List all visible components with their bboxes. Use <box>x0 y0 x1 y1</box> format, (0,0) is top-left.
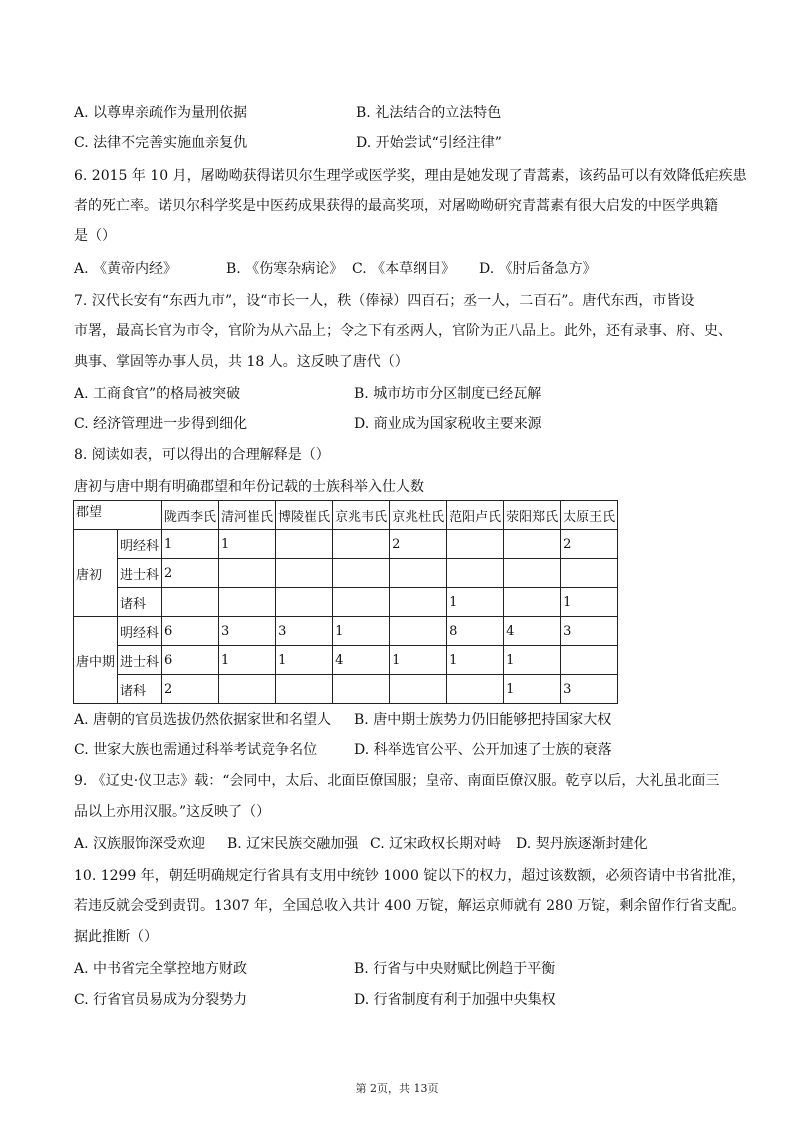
table-cell: 3 <box>276 617 333 646</box>
table-cell: 1 <box>504 675 561 704</box>
table-cell <box>561 559 618 588</box>
table-cell: 2 <box>162 675 219 704</box>
keju-table <box>73 500 618 704</box>
table-cell <box>390 617 447 646</box>
q9-option-b: B. 辽宋民族交融加强 <box>227 836 359 852</box>
table-cell <box>504 530 561 559</box>
q8-stem: 8. 阅读如表，可以得出的合理解释是（） <box>74 447 330 463</box>
q7-option-c: C. 经济管理进一步得到细化 <box>74 416 248 432</box>
table-cell <box>333 530 390 559</box>
table-cell <box>162 588 219 617</box>
table-row <box>74 675 618 704</box>
q6-option-c: C. 《本草纲目》 <box>352 261 456 277</box>
table-cell <box>447 530 504 559</box>
table-cell <box>219 675 276 704</box>
table-cell: 1 <box>504 646 561 675</box>
table-cell: 3 <box>561 675 618 704</box>
q9-stem-line-2: 品以上亦用汉服。”这反映了（） <box>74 804 271 820</box>
table-cell <box>390 675 447 704</box>
table-cell <box>276 559 333 588</box>
table-cell <box>333 559 390 588</box>
table-cell <box>390 559 447 588</box>
table-col-header: 京兆韦氏 <box>333 501 390 530</box>
table-col-header: 陇西李氏 <box>162 501 219 530</box>
table-row <box>74 530 618 559</box>
table-row <box>74 617 618 646</box>
table-row <box>74 559 618 588</box>
table-cell <box>447 559 504 588</box>
table-cell: 2 <box>561 530 618 559</box>
table-cell: 1 <box>447 646 504 675</box>
q10-stem-line-1: 10. 1299 年，朝廷明确规定行省具有支用中统钞 1000 锭以下的权力，超过该数额，必须咨请中书省批准， <box>74 868 746 884</box>
q9-stem-line-1: 9. 《辽史·仪卫志》载：“会同中，太后、北面臣僚国服；皇帝、南面臣僚汉服。乾亨以后，大礼虽北面三 <box>74 773 720 789</box>
table-cell <box>333 675 390 704</box>
table-cell <box>276 530 333 559</box>
table-corner: 郡望 <box>74 501 162 530</box>
table-cell <box>333 588 390 617</box>
q5-option-a: A. 以尊卑亲疏作为量刑依据 <box>74 105 248 121</box>
table-col-header: 博陵崔氏 <box>276 501 333 530</box>
q6-option-a: A. 《黄帝内经》 <box>74 261 178 277</box>
q7-option-b: B. 城市坊市分区制度已经瓦解 <box>354 386 542 402</box>
table-cell: 1 <box>276 646 333 675</box>
q6-stem-line-2: 者的死亡率。诺贝尔科学奖是中医药成果获得的最高奖项，对屠呦呦研究青蒿素有很大启发的中医学典籍 <box>74 198 718 214</box>
table-cell: 1 <box>447 588 504 617</box>
q8-option-a: A. 唐朝的官员选拔仍然依据家世和名望人 <box>74 712 332 728</box>
q10-option-b: B. 行省与中央财赋比例趋于平衡 <box>354 961 556 977</box>
table-cell <box>276 588 333 617</box>
q7-stem-line-2: 市署，最高长官为市令，官阶为从六品上；令之下有丞两人，官阶为正八品上。此外，还有录事、府、史、 <box>74 323 732 339</box>
q10-option-a: A. 中书省完全掌控地方财政 <box>74 961 248 977</box>
q6-stem-line-1: 6. 2015 年 10 月，屠呦呦获得诺贝尔生理学或医学奖，理由是她发现了青蒿素，该药品可以有效降低疟疾患 <box>74 168 747 184</box>
table-cell: 6 <box>162 646 219 675</box>
q10-option-c: C. 行省官员易成为分裂势力 <box>74 992 248 1008</box>
table-cell <box>276 675 333 704</box>
table-cell: 1 <box>333 617 390 646</box>
table-row <box>74 588 618 617</box>
q5-option-b: B. 礼法结合的立法特色 <box>356 105 502 121</box>
table-cell: 2 <box>390 530 447 559</box>
q5-option-c: C. 法律不完善实施血亲复仇 <box>74 135 248 151</box>
table-cell: 1 <box>219 530 276 559</box>
table-cell <box>219 588 276 617</box>
q5-option-d: D. 开始尝试“引经注律” <box>356 135 502 151</box>
table-cell <box>504 559 561 588</box>
q9-option-c: C. 辽宋政权长期对峙 <box>370 836 502 852</box>
table-cell: 3 <box>561 617 618 646</box>
table-cell: 2 <box>162 559 219 588</box>
q6-option-b: B. 《伤寒杂病论》 <box>226 261 344 277</box>
table-col-header: 清河崔氏 <box>219 501 276 530</box>
q8-option-d: D. 科举选官公平、公开加速了士族的衰落 <box>354 742 612 758</box>
table-cell: 1 <box>561 588 618 617</box>
table-cell: 3 <box>219 617 276 646</box>
table-col-header: 荥阳郑氏 <box>504 501 561 530</box>
table-period: 唐初 <box>74 530 118 617</box>
table-cell: 4 <box>333 646 390 675</box>
table-col-header: 范阳卢氏 <box>447 501 504 530</box>
q7-option-d: D. 商业成为国家税收主要来源 <box>354 416 542 432</box>
q8-option-c: C. 世家大族也需通过科举考试竞争名位 <box>74 742 318 758</box>
table-row-label: 进士科 <box>118 559 162 588</box>
table-row-label: 诸科 <box>118 675 162 704</box>
table-cell: 6 <box>162 617 219 646</box>
q8-table-caption: 唐初与唐中期有明确郡望和年份记载的士族科举入仕人数 <box>74 479 424 495</box>
table-row-label: 明经科 <box>118 617 162 646</box>
q7-stem-line-3: 典事、掌固等办事人员，共 18 人。这反映了唐代（） <box>74 354 409 370</box>
table-cell <box>390 588 447 617</box>
table-header-row <box>74 501 618 530</box>
table-row <box>74 646 618 675</box>
table-row-label: 诸科 <box>118 588 162 617</box>
q9-option-d: D. 契丹族逐渐封建化 <box>516 836 648 852</box>
q10-stem-line-2: 若违反就会受到责罚。1307 年，全国总收入共计 400 万锭，解运京师就有 280 万锭，剩余留作行省支配。 <box>74 898 746 914</box>
q7-stem-line-1: 7. 汉代长安有“东西九市”，设“市长一人，秩（俸禄）四百石；丞一人，二百石”。唐代东西，市皆设 <box>74 293 695 309</box>
q7-option-a: A. 工商食官”的格局被突破 <box>74 386 241 402</box>
table-row-label: 明经科 <box>118 530 162 559</box>
table-row-label: 进士科 <box>118 646 162 675</box>
q9-option-a: A. 汉族服饰深受欢迎 <box>74 836 206 852</box>
table-col-header: 太原王氏 <box>561 501 618 530</box>
table-cell <box>219 559 276 588</box>
q10-option-d: D. 行省制度有利于加强中央集权 <box>354 992 556 1008</box>
q6-option-d: D. 《肘后备急方》 <box>479 261 597 277</box>
table-cell <box>504 588 561 617</box>
table-col-header: 京兆杜氏 <box>390 501 447 530</box>
table-cell <box>447 675 504 704</box>
table-cell <box>561 646 618 675</box>
table-cell: 1 <box>390 646 447 675</box>
table-cell: 8 <box>447 617 504 646</box>
table-period: 唐中期 <box>74 617 118 704</box>
q8-option-b: B. 唐中期士族势力仍旧能够把持国家大权 <box>354 712 612 728</box>
table-cell: 1 <box>162 530 219 559</box>
q6-stem-line-3: 是（） <box>74 228 116 244</box>
page-footer: 第 2页，共 13页 <box>355 1082 439 1095</box>
table-cell: 1 <box>219 646 276 675</box>
q10-stem-line-3: 据此推断（） <box>74 929 158 945</box>
table-cell: 4 <box>504 617 561 646</box>
